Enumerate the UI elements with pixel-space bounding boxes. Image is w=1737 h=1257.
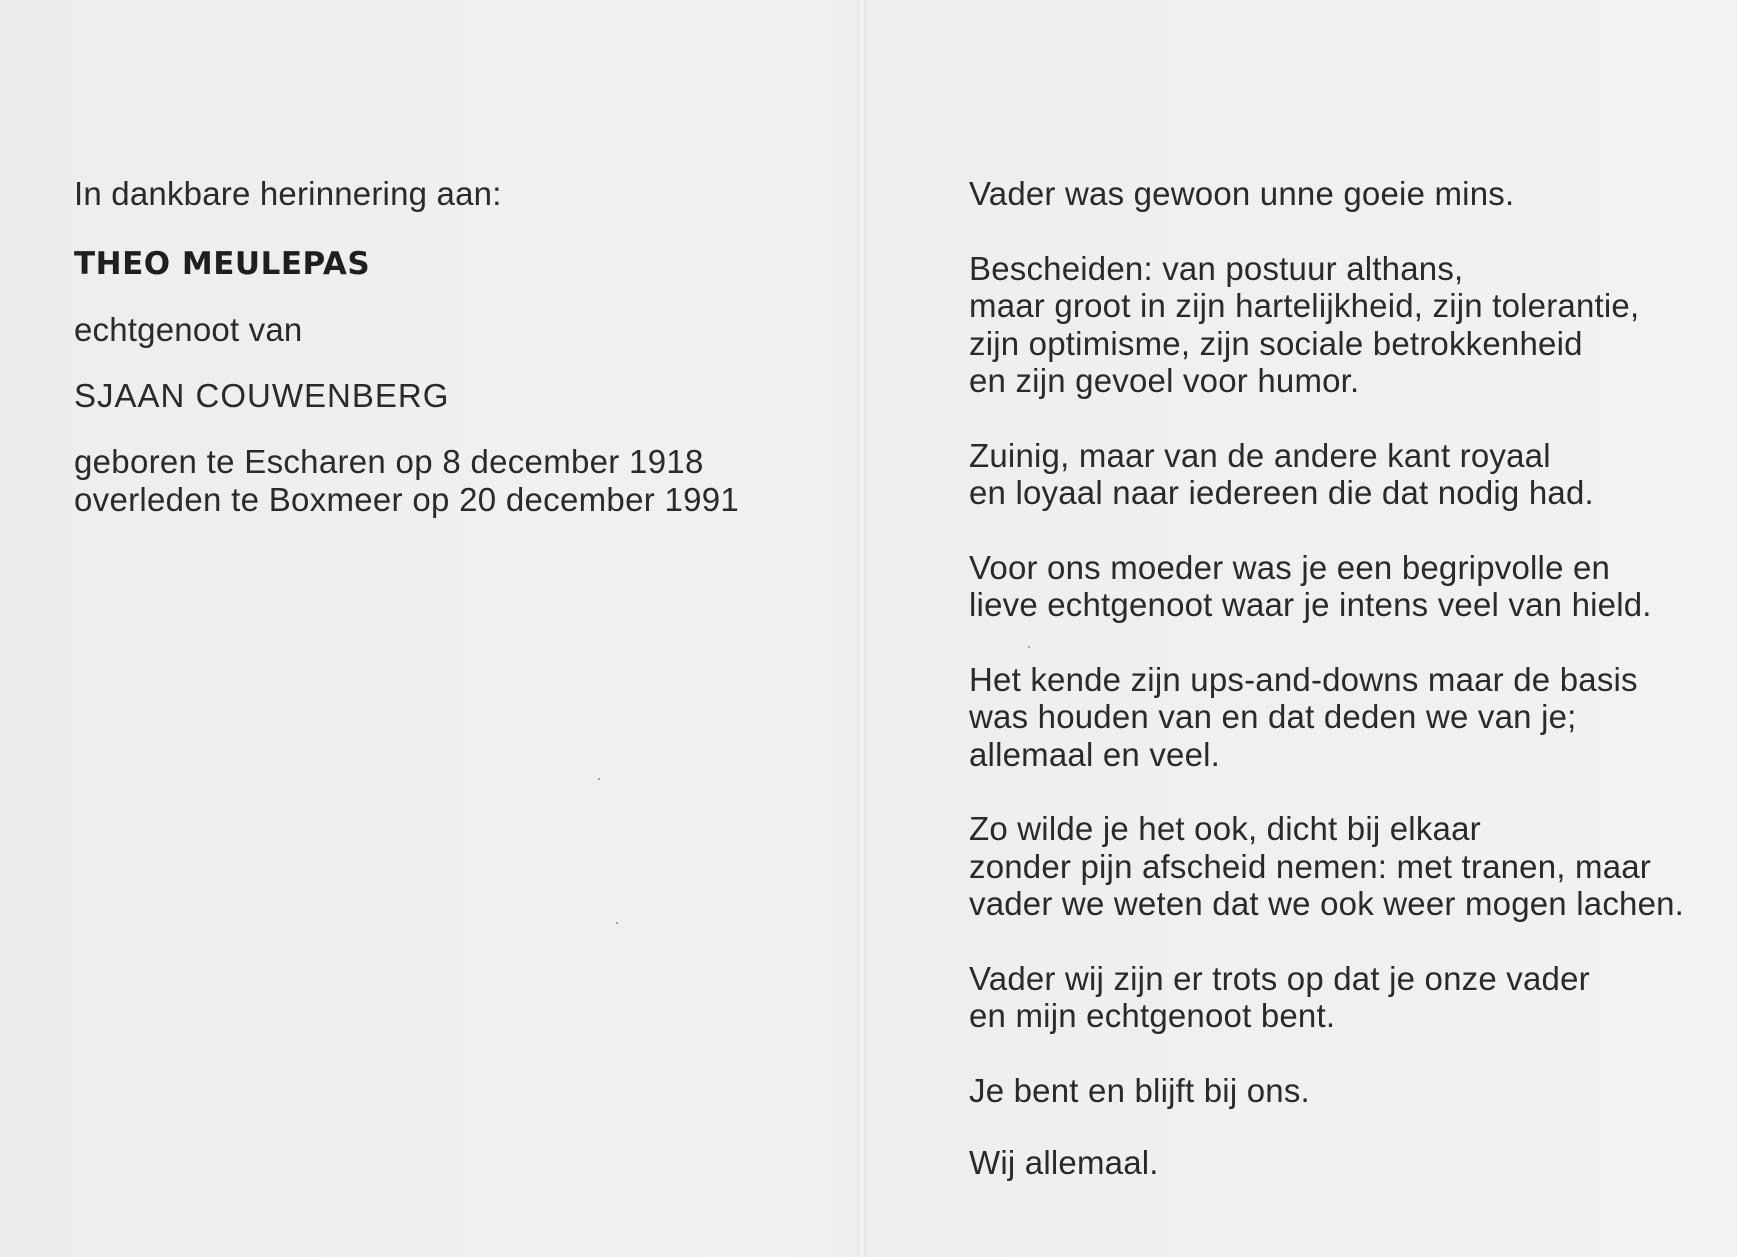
stanza-line: Bescheiden: van postuur althans, bbox=[969, 249, 1464, 287]
stanza bbox=[969, 437, 1689, 512]
deceased-name: THEO MEULEPAS bbox=[74, 246, 371, 282]
stanza-line: en loyaal naar iedereen die dat nodig had. bbox=[969, 474, 1594, 511]
stanza bbox=[969, 960, 1689, 1035]
stanza bbox=[969, 661, 1689, 774]
stanza-line: Zo wilde je het ook, dicht bij elkaar bbox=[969, 810, 1481, 847]
birth-line: geboren te Escharen op 8 december 1918 bbox=[74, 443, 704, 480]
stanza bbox=[969, 1144, 1689, 1182]
stanza-line: maar groot in zijn hartelijkheid, zijn tolerantie, bbox=[969, 287, 1640, 324]
intro-text: In dankbare herinnering aan: bbox=[74, 175, 502, 212]
spouse-intro-text: echtgenoot van bbox=[74, 311, 303, 348]
stanza-line: zijn optimisme, zijn sociale betrokkenheid bbox=[969, 324, 1583, 362]
stanza-line: zonder pijn afscheid nemen: met tranen, maar bbox=[969, 847, 1651, 885]
left-page bbox=[74, 175, 814, 519]
stanza-line: en mijn echtgenoot bent. bbox=[969, 997, 1336, 1034]
stanza bbox=[969, 1072, 1689, 1110]
stanza-line: Vader was gewoon unne goeie mins. bbox=[969, 175, 1515, 212]
death-line: overleden te Boxmeer op 20 december 1991 bbox=[74, 481, 740, 518]
stanza-line: Je bent en blijft bij ons. bbox=[969, 1071, 1310, 1109]
stanza-line: allemaal en veel. bbox=[969, 735, 1221, 773]
stanza-line: Zuinig, maar van de andere kant royaal bbox=[969, 436, 1551, 474]
paper-speck bbox=[1028, 646, 1030, 648]
spouse-name: SJAAN COUWENBERG bbox=[74, 377, 450, 414]
stanza-line: Voor ons moeder was je een begripvolle en bbox=[969, 548, 1611, 586]
life-dates bbox=[74, 443, 814, 519]
stanza-line: Wij allemaal. bbox=[969, 1144, 1159, 1181]
stanza bbox=[969, 549, 1689, 624]
stanza-line: vader we weten dat we ook weer mogen lachen. bbox=[969, 885, 1685, 922]
stanza bbox=[969, 175, 1689, 213]
right-page bbox=[969, 175, 1689, 1219]
stanza-line: Het kende zijn ups-and-downs maar de basis bbox=[969, 660, 1638, 698]
paper-speck bbox=[616, 922, 618, 924]
stanza bbox=[969, 810, 1689, 923]
stanza-line: Vader wij zijn er trots op dat je onze vader bbox=[969, 959, 1590, 997]
card-fold bbox=[858, 0, 866, 1257]
stanza-line: was houden van en dat deden we van je; bbox=[969, 698, 1577, 735]
stanza-line: lieve echtgenoot waar je intens veel van hield. bbox=[969, 586, 1652, 623]
stanza-line: en zijn gevoel voor humor. bbox=[969, 362, 1360, 399]
paper-speck bbox=[598, 778, 600, 780]
stanza bbox=[969, 250, 1689, 400]
